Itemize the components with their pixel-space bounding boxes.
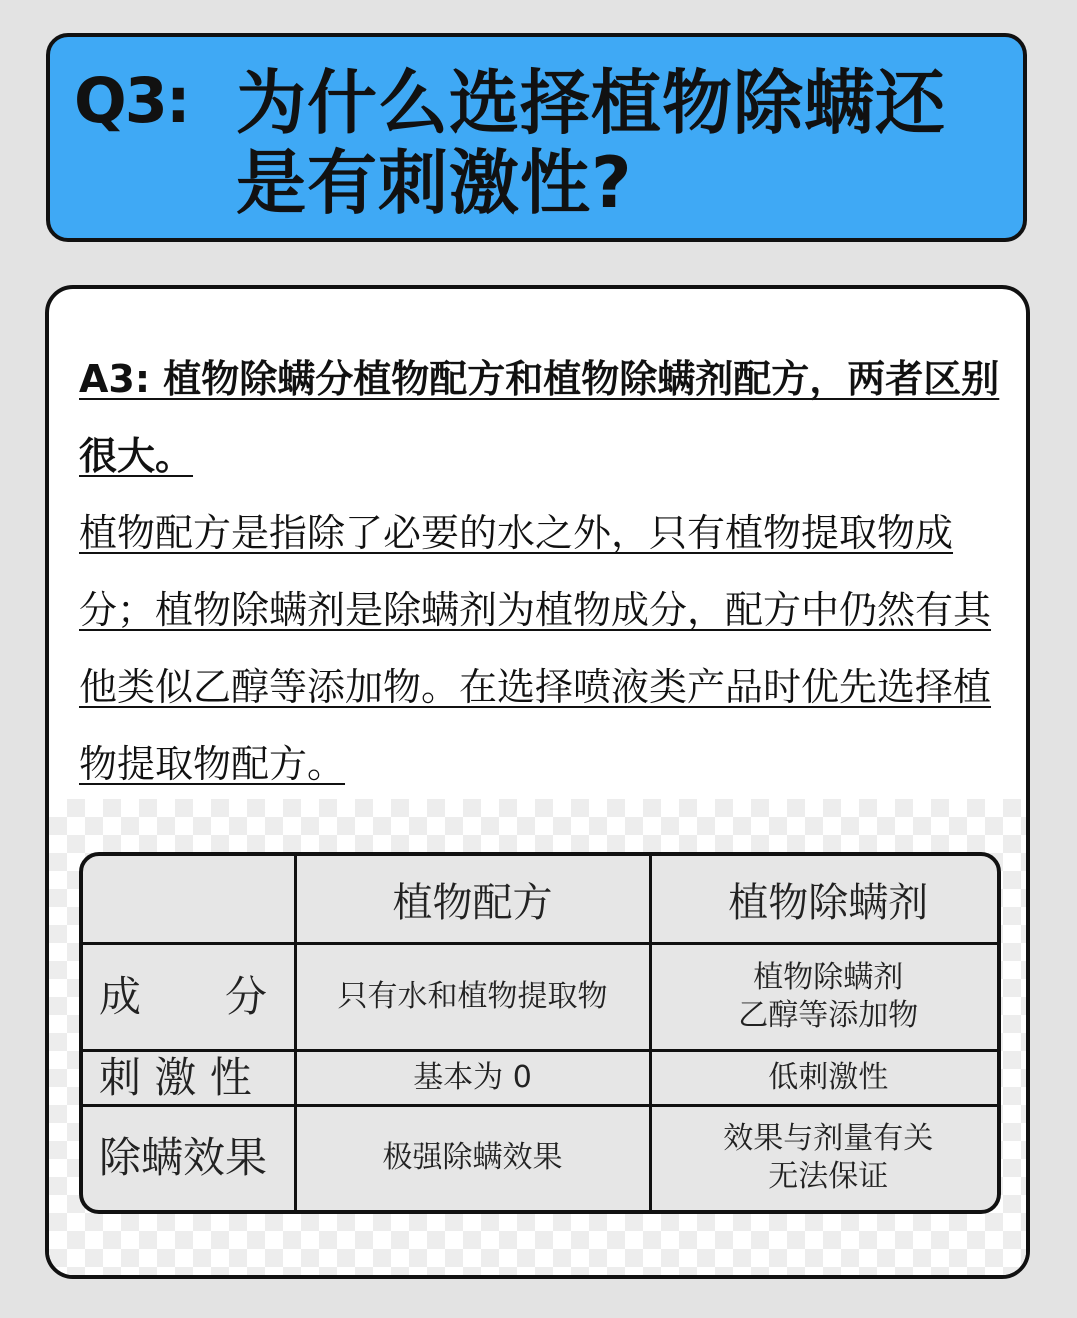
question-title: 为什么选择植物除螨还是有刺激性? [236, 62, 946, 224]
table-header-empty [83, 856, 295, 944]
row-label-ingredients: 成 分 [83, 944, 295, 1051]
question-label: Q3: [74, 64, 189, 137]
table-header-plant-miticide: 植物除螨剂 [650, 856, 1001, 944]
table-row [83, 944, 1001, 1051]
table-row [83, 1050, 1001, 1105]
table-cell [650, 1105, 1001, 1210]
row-label-effect: 除螨效果 [83, 1105, 295, 1210]
cell-text: 低刺激性 [768, 1059, 889, 1095]
answer-headline: A3: 植物除螨分植物配方和植物除螨剂配方，两者区别很大。 [79, 357, 1000, 478]
table-cell [295, 944, 650, 1051]
row-label-irritation: 刺 激 性 [83, 1050, 295, 1105]
answer-text [79, 341, 1004, 803]
comparison-table [79, 852, 1001, 1214]
cell-text: 效果与剂量有关 [723, 1121, 934, 1157]
table-header-plant-formula: 植物配方 [295, 856, 650, 944]
table-row [83, 1105, 1001, 1210]
table-header-row [83, 856, 1001, 944]
cell-text: 乙醇等添加物 [738, 997, 919, 1033]
answer-card [45, 285, 1030, 1279]
cell-text: 只有水和植物提取物 [337, 978, 608, 1014]
table-cell [295, 1050, 650, 1105]
answer-body: 植物配方是指除了必要的水之外，只有植物提取物成分；植物除螨剂是除螨剂为植物成分，配方中仍然有其他类似乙醇等添加物。在选择喷液类产品时优先选择植物提取物配方。 [79, 511, 992, 786]
cell-text: 无法保证 [768, 1159, 889, 1195]
cell-text: 基本为 0 [413, 1059, 532, 1095]
table-cell [295, 1105, 650, 1210]
table-cell [650, 944, 1001, 1051]
table-cell [650, 1050, 1001, 1105]
cell-text: 极强除螨效果 [382, 1140, 563, 1176]
question-banner [46, 33, 1027, 242]
cell-text: 植物除螨剂 [753, 959, 904, 995]
